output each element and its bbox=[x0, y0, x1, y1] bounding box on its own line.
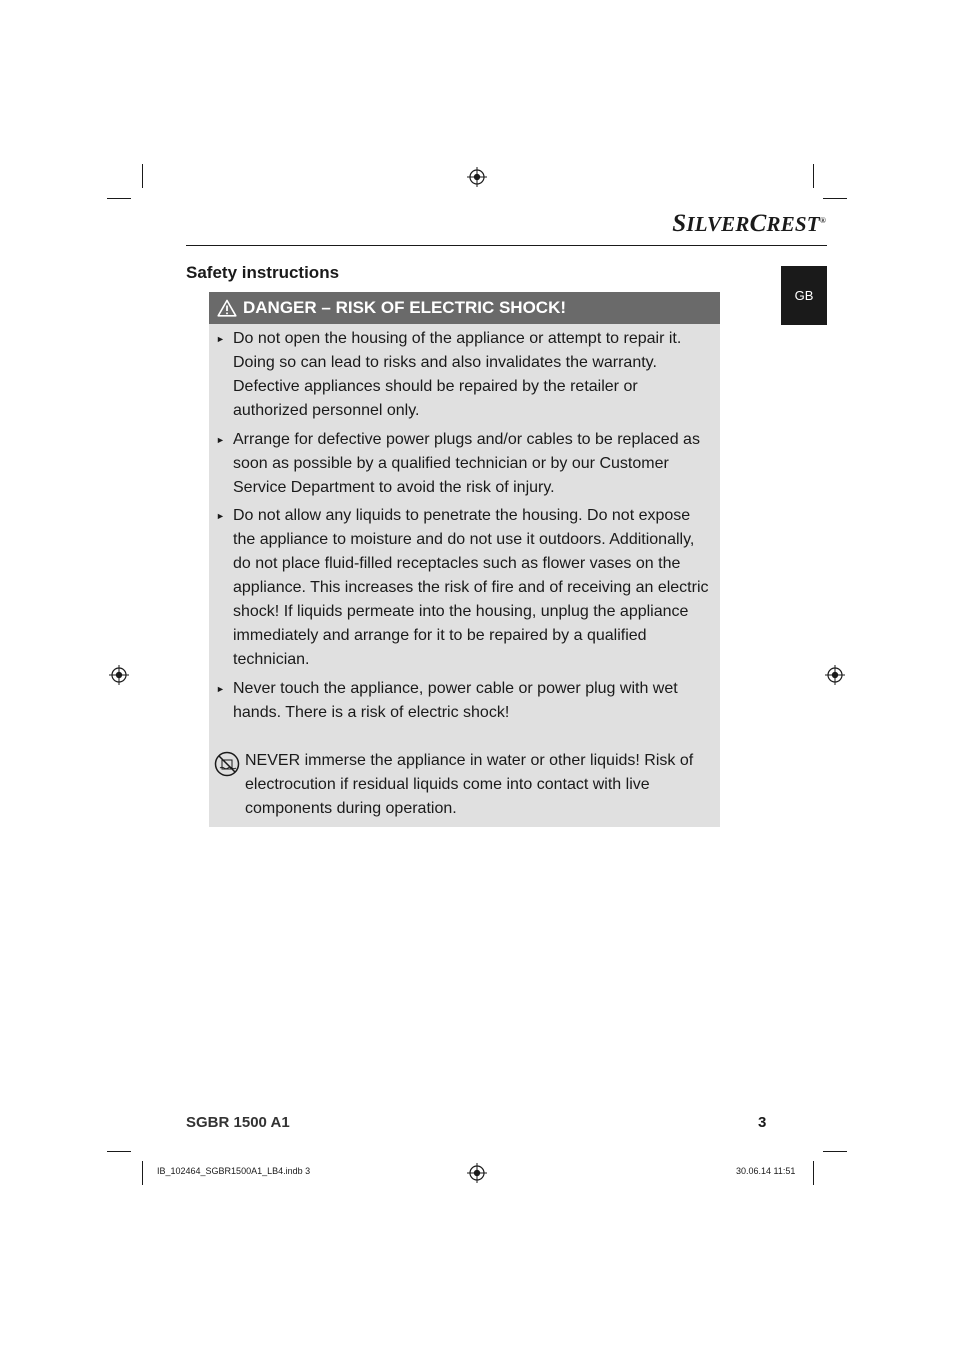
immersion-note: NEVER immerse the appliance in water or other liquids! Risk of electrocution if residual liquids come into contact with live components during operation. bbox=[245, 752, 694, 817]
brand-logo: SILVERCREST® bbox=[672, 210, 826, 237]
bullet-arrow-icon: ► bbox=[216, 684, 225, 694]
page-number: 3 bbox=[758, 1114, 767, 1131]
bullet-arrow-icon: ► bbox=[216, 511, 225, 521]
list-item bbox=[216, 677, 713, 725]
registration-mark-icon bbox=[825, 665, 845, 685]
crop-mark bbox=[107, 198, 131, 199]
warning-triangle-icon bbox=[217, 299, 237, 317]
registration-mark-icon bbox=[467, 1163, 487, 1183]
crop-mark bbox=[813, 164, 814, 188]
crop-mark bbox=[823, 1151, 847, 1152]
danger-heading bbox=[209, 292, 720, 324]
danger-heading-text: DANGER – RISK OF ELECTRIC SHOCK! bbox=[243, 298, 567, 317]
crop-mark bbox=[813, 1161, 814, 1185]
bullet-arrow-icon: ► bbox=[216, 334, 225, 344]
danger-warning-box bbox=[209, 292, 720, 827]
header-rule bbox=[186, 245, 827, 246]
language-tab-label: GB bbox=[794, 288, 814, 303]
registration-mark-icon bbox=[109, 665, 129, 685]
section-title: Safety instructions bbox=[186, 263, 340, 282]
crop-mark bbox=[107, 1151, 131, 1152]
registration-mark-icon bbox=[467, 167, 487, 187]
no-immersion-icon bbox=[214, 751, 240, 777]
crop-mark bbox=[823, 198, 847, 199]
print-slug-date: 30.06.14 11:51 bbox=[736, 1166, 796, 1176]
list-item-text: Arrange for defective power plugs and/or cables to be replaced as soon as possible by a qualified technician or by our Customer Service Department to avoid the risk of injury. bbox=[233, 431, 700, 496]
bullet-arrow-icon: ► bbox=[216, 435, 225, 445]
list-item-text: Do not allow any liquids to penetrate the housing. Do not expose the appliance to moisture and do not use it outdoors. Additionally, do not place fluid-filled receptacles such as flower vases on the appliance. This increases the risk of fire and of receiving an electric shock! If liquids permeate into the housing, unplug the appliance immediately and arrange for it to be repaired by a qualified technician. bbox=[233, 507, 709, 668]
list-item bbox=[216, 504, 713, 672]
footer-model: SGBR 1500 A1 bbox=[186, 1114, 290, 1131]
list-item-text: Never touch the appliance, power cable or power plug with wet hands. There is a risk of electric shock! bbox=[233, 680, 678, 721]
list-item bbox=[216, 327, 713, 423]
language-tab bbox=[781, 266, 827, 325]
list-item bbox=[216, 428, 713, 500]
crop-mark bbox=[142, 164, 143, 188]
crop-mark bbox=[142, 1161, 143, 1185]
print-slug-file: IB_102464_SGBR1500A1_LB4.indb 3 bbox=[157, 1166, 311, 1176]
list-item-text: Do not open the housing of the appliance or attempt to repair it. Doing so can lead to risks and also invalidates the warranty. Defective appliances should be repaired by the retailer or authorized personnel only. bbox=[233, 330, 682, 419]
